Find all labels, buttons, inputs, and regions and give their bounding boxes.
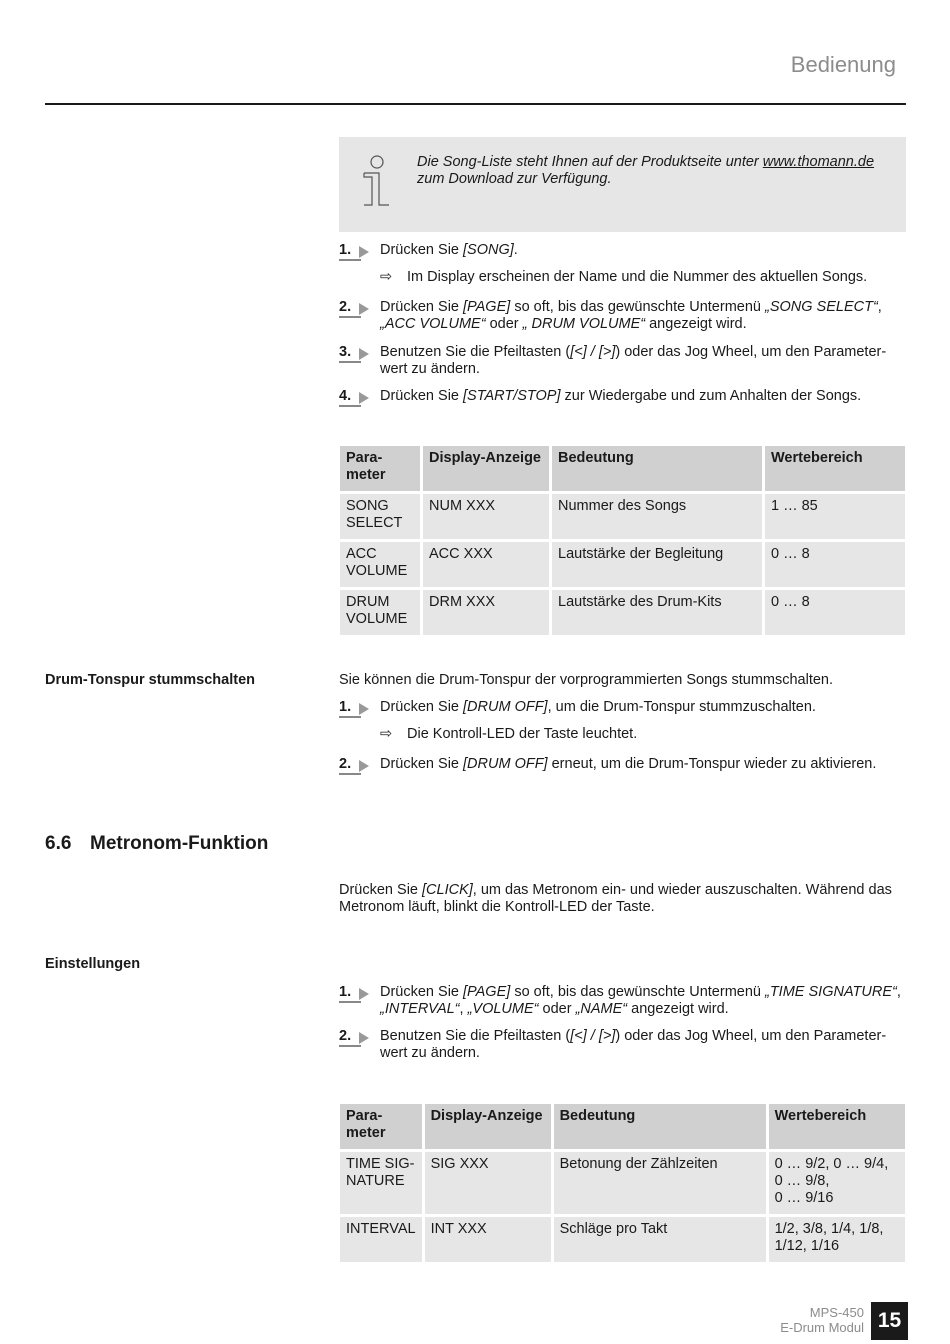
step-arrow-icon (353, 244, 373, 258)
step-text: Drücken Sie [START/STOP] zur Wiedergabe und zum Anhalten der Songs. (380, 388, 862, 404)
step-number: 3. (339, 344, 352, 360)
table-row (340, 1152, 905, 1214)
table-row (340, 494, 905, 539)
section-number: 6.6 (45, 833, 72, 854)
table-cell: 1 … 85 (765, 494, 905, 539)
step-arrow-icon (353, 758, 373, 772)
step-number: 1. (339, 984, 352, 1000)
metronome-paragraph: Drücken Sie [CLICK], um das Metronom ein- und wieder auszuschalten. Während das Metronom läuft, blinkt die Kontroll-LED der Taste. (339, 882, 892, 915)
table-cell: Betonung der Zählzeiten (554, 1152, 766, 1214)
step-text: Benutzen Sie die Pfeiltasten ([<] / [>]) oder das Jog Wheel, um den Parameterwert zu ändern. (380, 344, 887, 377)
result-arrow-icon: ⇨ (380, 269, 393, 285)
section-title: Metronom-Funktion (90, 833, 269, 854)
header-divider (45, 103, 906, 105)
page-number: 15 (871, 1302, 908, 1340)
table-header-cell: Wertebereich (769, 1104, 905, 1149)
table-header-cell: Para- meter (340, 446, 420, 491)
footer-product-name: E-Drum Modul (780, 1320, 864, 1335)
table-row (340, 1217, 905, 1262)
step-number: 2. (339, 756, 352, 772)
page-header-title: Bedienung (790, 52, 896, 77)
step-number: 2. (339, 299, 352, 315)
table-cell: TIME SIG- NATURE (340, 1152, 422, 1214)
footer-model: MPS-450 (809, 1305, 864, 1320)
step-text: Drücken Sie [DRUM OFF] erneut, um die Drum-Tonspur wieder zu aktivieren. (380, 756, 877, 772)
table-cell: Lautstärke des Drum-Kits (552, 590, 762, 635)
section-heading (45, 832, 268, 856)
table-cell: SONG SELECT (340, 494, 420, 539)
result-text: Die Kontroll-LED der Taste leuchtet. (407, 726, 638, 742)
table-cell: SIG XXX (425, 1152, 551, 1214)
step-number: 4. (339, 388, 352, 404)
side-heading-settings: Einstellungen (45, 956, 141, 972)
step-arrow-icon (353, 301, 373, 315)
thomann-link[interactable]: www.thomann.de (762, 154, 875, 170)
table-cell: 0 … 8 (765, 590, 905, 635)
metronome-parameter-table (337, 1101, 908, 1265)
table-cell: Lautstärke der Begleitung (552, 542, 762, 587)
table-cell: Schläge pro Takt (554, 1217, 766, 1262)
step-arrow-icon (353, 701, 373, 715)
step-text: Drücken Sie [DRUM OFF], um die Drum-Tonspur stummzuschalten. (380, 699, 816, 715)
drum-mute-intro: Sie können die Drum-Tonspur der vorprogrammierten Songs stummschalten. (339, 672, 834, 688)
step-number: 1. (339, 699, 352, 715)
table-cell: Nummer des Songs (552, 494, 762, 539)
footer-product (780, 1305, 864, 1335)
table-cell: 0 … 9/2, 0 … 9/4, 0 … 9/8, 0 … 9/16 (769, 1152, 905, 1214)
table-cell: DRM XXX (423, 590, 549, 635)
table-cell: DRUM VOLUME (340, 590, 420, 635)
table-header-cell: Wertebereich (765, 446, 905, 491)
table-cell: ACC VOLUME (340, 542, 420, 587)
step-arrow-icon (353, 390, 373, 404)
table-header-cell: Para- meter (340, 1104, 422, 1149)
table-cell: INTERVAL (340, 1217, 422, 1262)
info-note (339, 137, 906, 232)
table-header-row (340, 1104, 905, 1149)
song-parameter-table (337, 443, 908, 638)
step-text: Drücken Sie [PAGE] so oft, bis das gewünschte Untermenü „TIME SIGNATURE“, „INTERVAL“, „VOLUME“ oder „NAME“ angezeigt wird. (380, 984, 901, 1017)
step-text: Drücken Sie [PAGE] so oft, bis das gewünschte Untermenü „SONG SELECT“, „ACC VOLUME“ oder „ DRUM VOLUME“ angezeigt wird. (380, 299, 882, 332)
table-row (340, 590, 905, 635)
table-cell: INT XXX (425, 1217, 551, 1262)
step-text: Benutzen Sie die Pfeiltasten ([<] / [>]) oder das Jog Wheel, um den Parameterwert zu ändern. (380, 1028, 887, 1061)
table-header-cell: Bedeutung (552, 446, 762, 491)
table-cell: 0 … 8 (765, 542, 905, 587)
step-text: Drücken Sie [SONG]. (380, 242, 518, 258)
table-cell: 1/2, 3/8, 1/4, 1/8, 1/12, 1/16 (769, 1217, 905, 1262)
table-header-cell: Display-Anzeige (423, 446, 549, 491)
result-text: Im Display erscheinen der Name und die Nummer des aktuellen Songs. (407, 269, 868, 285)
step-arrow-icon (353, 986, 373, 1000)
table-cell: ACC XXX (423, 542, 549, 587)
table-header-cell: Bedeutung (554, 1104, 766, 1149)
table-header-row (340, 446, 905, 491)
info-note-text: Die Song-Liste steht Ihnen auf der Produktseite unter www.thomann.de zum Download zur Verfügung. (417, 154, 875, 187)
table-cell: NUM XXX (423, 494, 549, 539)
step-arrow-icon (353, 346, 373, 360)
step-number: 2. (339, 1028, 352, 1044)
step-number: 1. (339, 242, 352, 258)
info-icon (361, 155, 393, 209)
result-arrow-icon: ⇨ (380, 726, 393, 742)
table-header-cell: Display-Anzeige (425, 1104, 551, 1149)
step-arrow-icon (353, 1030, 373, 1044)
side-heading-drum-mute: Drum-Tonspur stummschalten (45, 672, 256, 688)
table-row (340, 542, 905, 587)
